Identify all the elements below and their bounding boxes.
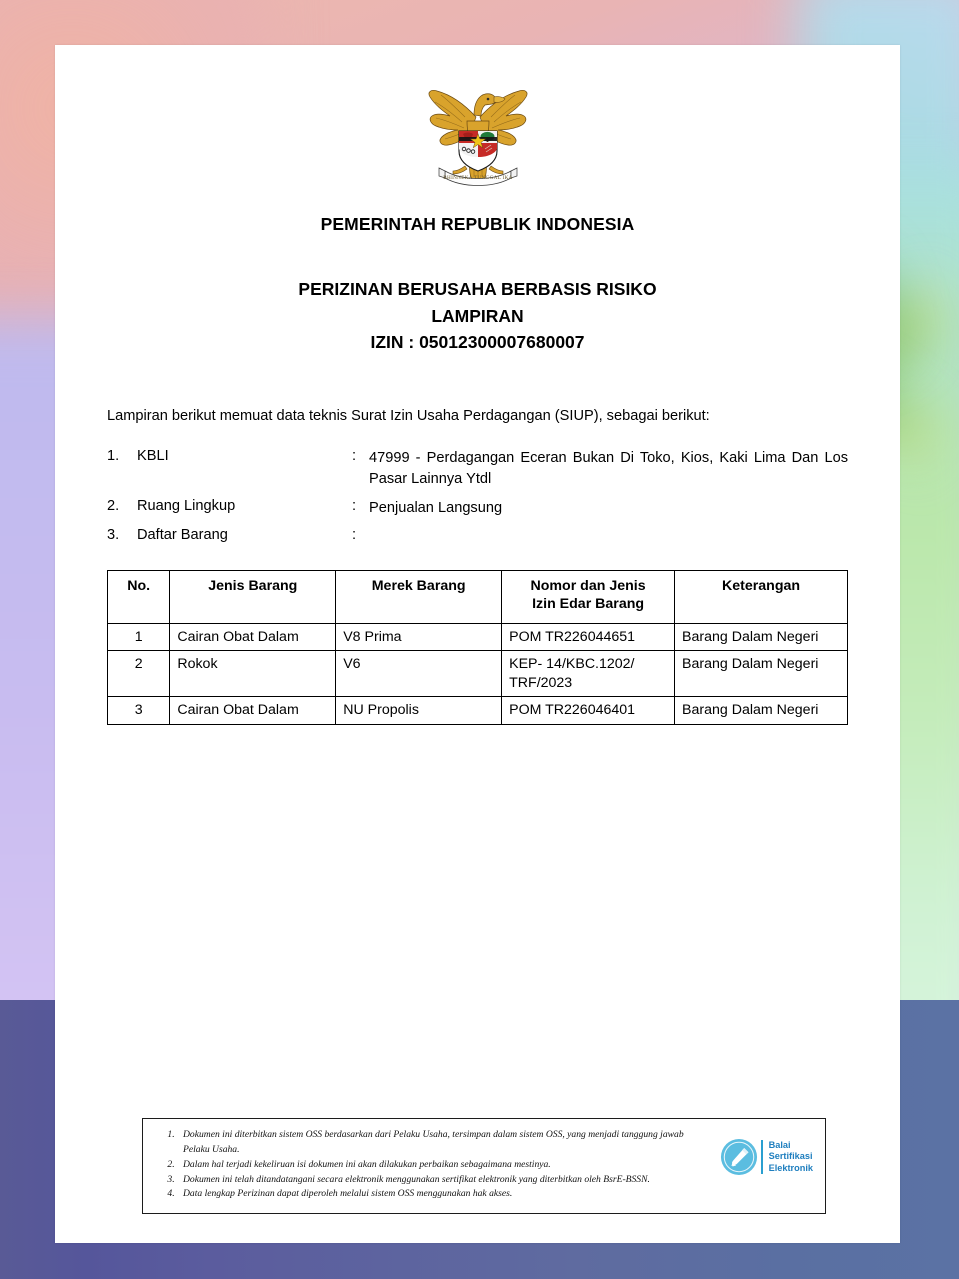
goods-table bbox=[107, 570, 848, 725]
table-header-nomor-line2: Izin Edar Barang bbox=[532, 595, 645, 612]
cell-keterangan: Barang Dalam Negeri bbox=[675, 651, 848, 697]
cell-no: 1 bbox=[108, 623, 170, 650]
footer-note-item: 3. Dokumen ini telah ditandatangani secara elektronik menggunakan sertifikat elektronik yang diterbitkan oleh BsrE-BSSN. bbox=[177, 1173, 712, 1188]
bsre-divider bbox=[761, 1140, 763, 1174]
footer-note-item: 2. Dalam hal terjadi kekeliruan isi dokumen ini akan dilakukan perbaikan sebagaimana mestinya. bbox=[177, 1158, 712, 1173]
cell-keterangan: Barang Dalam Negeri bbox=[675, 623, 848, 650]
cell-jenis-barang: Cairan Obat Dalam bbox=[170, 623, 336, 650]
table-row bbox=[108, 651, 848, 697]
table-header-keterangan: Keterangan bbox=[675, 570, 848, 623]
detail-number: 1. bbox=[107, 448, 120, 465]
table-header-no: No. bbox=[108, 570, 170, 623]
table-row bbox=[108, 623, 848, 650]
cell-no: 3 bbox=[108, 697, 170, 724]
garuda-pancasila-emblem bbox=[419, 71, 537, 193]
table-row bbox=[108, 697, 848, 724]
detail-colon: : bbox=[352, 497, 357, 514]
cell-merek-barang: V6 bbox=[336, 651, 502, 697]
detail-colon: : bbox=[352, 526, 357, 543]
bsre-line-sertifikasi: Sertifikasi bbox=[768, 1151, 813, 1162]
detail-label-ruang-lingkup: Ruang Lingkup bbox=[137, 497, 236, 514]
bsre-line-balai: Balai bbox=[768, 1140, 791, 1151]
title-line-perizinan: PERIZINAN BERUSAHA BERBASIS RISIKO bbox=[298, 279, 657, 299]
cell-keterangan: Barang Dalam Negeri bbox=[675, 697, 848, 724]
cell-nomor-izin: POM TR226046401 bbox=[502, 697, 675, 724]
cell-nomor-izin: POM TR226044651 bbox=[502, 623, 675, 650]
page-title-block bbox=[55, 276, 900, 356]
details-list bbox=[107, 448, 848, 543]
detail-number: 2. bbox=[107, 497, 120, 514]
detail-value-ruang-lingkup: Penjualan Langsung bbox=[369, 499, 503, 516]
title-line-lampiran: LAMPIRAN bbox=[431, 305, 524, 326]
cell-nomor-izin: KEP- 14/KBC.1202/ TRF/2023 bbox=[502, 651, 675, 697]
cell-merek-barang: NU Propolis bbox=[336, 697, 502, 724]
goods-table-container bbox=[107, 570, 848, 725]
detail-colon: : bbox=[352, 448, 357, 465]
detail-label-kbli: KBLI bbox=[137, 448, 169, 465]
detail-row-ruang-lingkup bbox=[107, 498, 848, 519]
bsre-wordmark bbox=[769, 1140, 813, 1173]
footer-note-item: 4. Data lengkap Perizinan dapat diperoleh melalui sistem OSS menggunakan hak akses. bbox=[177, 1187, 712, 1202]
document-page bbox=[55, 45, 900, 1243]
detail-row-daftar-barang bbox=[107, 527, 848, 543]
emblem-container bbox=[55, 45, 900, 193]
svg-text:BHINNEKA TUNGGAL IKA: BHINNEKA TUNGGAL IKA bbox=[442, 175, 513, 181]
cell-jenis-barang: Rokok bbox=[170, 651, 336, 697]
table-header-nomor-izin bbox=[502, 570, 675, 623]
table-header-nomor-line1: Nomor dan Jenis bbox=[530, 577, 646, 594]
detail-label-daftar-barang: Daftar Barang bbox=[137, 526, 228, 543]
bsre-seal-icon bbox=[720, 1138, 758, 1176]
detail-row-kbli bbox=[107, 448, 848, 490]
footer-disclaimer-box bbox=[142, 1118, 826, 1214]
cell-jenis-barang: Cairan Obat Dalam bbox=[170, 697, 336, 724]
page-title-nation: PEMERINTAH REPUBLIK INDONESIA bbox=[320, 214, 635, 234]
footer-notes-list bbox=[155, 1128, 712, 1202]
footer-note-item: 1. Dokumen ini diterbitkan sistem OSS berdasarkan dari Pelaku Usaha, tersimpan dalam sistem OSS, yang menjadi tanggung jawab Pelaku Usaha. bbox=[177, 1128, 712, 1158]
cell-merek-barang: V8 Prima bbox=[336, 623, 502, 650]
detail-number: 3. bbox=[107, 526, 120, 543]
bsre-line-elektronik: Elektronik bbox=[768, 1162, 813, 1173]
table-header-jenis-barang: Jenis Barang bbox=[170, 570, 336, 623]
table-header-merek-barang: Merek Barang bbox=[336, 570, 502, 623]
bsre-logo bbox=[720, 1128, 813, 1176]
cell-no: 2 bbox=[108, 651, 170, 697]
title-line-izin-number: IZIN : 05012300007680007 bbox=[370, 332, 585, 353]
intro-paragraph: Lampiran berikut memuat data teknis Surat Izin Usaha Perdagangan (SIUP), sebagai berikut: bbox=[107, 407, 710, 424]
table-header-row bbox=[108, 570, 848, 623]
detail-value-kbli: 47999 - Perdagangan Eceran Bukan Di Toko, Kios, Kaki Lima Dan Los Pasar Lainnya Ytdl bbox=[369, 450, 848, 488]
